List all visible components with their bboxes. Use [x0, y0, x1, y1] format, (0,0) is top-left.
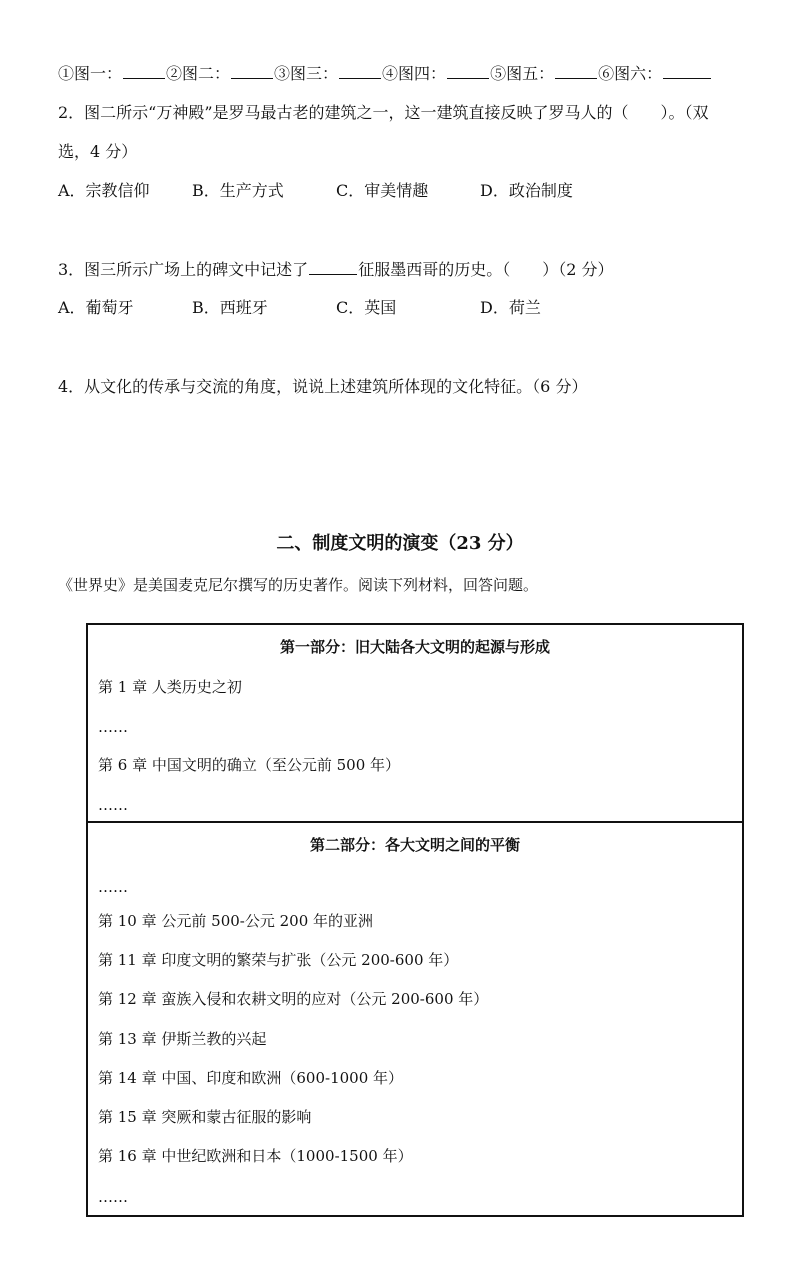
toc-part2-heading: 第二部分：各大文明之间的平衡 [309, 836, 520, 854]
toc-part1-box [86, 623, 744, 823]
q1-blank-2[interactable] [231, 64, 273, 79]
toc-part2-line: 第 14 章 中国、印度和欧洲（600-1000 年） [98, 1069, 404, 1087]
toc-part2-line: 第 12 章 蛮族入侵和农耕文明的应对（公元 200-600 年） [98, 990, 489, 1008]
q1-blank-5[interactable] [555, 64, 597, 79]
toc-part2-line: 第 11 章 印度文明的繁荣与扩张（公元 200-600 年） [98, 951, 459, 969]
q3-blank[interactable] [309, 260, 357, 275]
q1-blank-6[interactable] [663, 64, 711, 79]
q3-text-before: 3．图三所示广场上的碑文中记述了 [58, 260, 309, 279]
q4-question: 4．从文化的传承与交流的角度，说说上述建筑所体现的文化特征。（6 分） [58, 377, 588, 396]
q2-question-line2: 选，4 分） [58, 142, 138, 161]
q1-blank-3[interactable] [339, 64, 381, 79]
q3-option-b[interactable]: B．西班牙 [192, 298, 268, 317]
toc-part1-heading: 第一部分：旧大陆各大文明的起源与形成 [279, 638, 550, 656]
q3-option-d[interactable]: D．荷兰 [480, 298, 541, 317]
q3-text-after: 征服墨西哥的历史。（ ）（2 分） [358, 260, 614, 279]
section2-title: 二、制度文明的演变（23 分） [276, 533, 524, 554]
toc-part2-line: 第 15 章 突厥和蒙古征服的影响 [98, 1108, 312, 1126]
q2-option-c[interactable]: C．审美情趣 [336, 181, 429, 200]
toc-part2-line: 第 10 章 公元前 500-公元 200 年的亚洲 [98, 912, 374, 930]
toc-part2-line: …… [98, 878, 128, 896]
q1-label-6: ⑥图六： [598, 64, 663, 83]
toc-part2-line: …… [98, 1188, 128, 1206]
q1-label-1: ①图一： [58, 64, 123, 83]
q1-label-3: ③图三： [274, 64, 339, 83]
q3-option-a[interactable]: A．葡萄牙 [58, 298, 134, 317]
q2-question-line1: 2．图二所示“万神殿”是罗马最古老的建筑之一，这一建筑直接反映了罗马人的（ ）。（双 [58, 103, 709, 122]
toc-part2-line: 第 16 章 中世纪欧洲和日本（1000-1500 年） [98, 1147, 413, 1165]
q2-option-a[interactable]: A．宗教信仰 [58, 181, 150, 200]
q3-option-c[interactable]: C．英国 [336, 298, 397, 317]
toc-part1-line: 第 1 章 人类历史之初 [98, 678, 242, 696]
section2-intro: 《世界史》是美国麦克尼尔撰写的历史著作。阅读下列材料，回答问题。 [58, 576, 539, 594]
toc-part1-line: 第 6 章 中国文明的确立（至公元前 500 年） [98, 756, 401, 774]
toc-part2-line: 第 13 章 伊斯兰教的兴起 [98, 1030, 267, 1048]
q1-blank-4[interactable] [447, 64, 489, 79]
q2-option-b[interactable]: B．生产方式 [192, 181, 284, 200]
q2-option-d[interactable]: D．政治制度 [480, 181, 573, 200]
q1-label-5: ⑤图五： [490, 64, 555, 83]
q1-figure-blanks [58, 64, 712, 84]
toc-part1-line: …… [98, 718, 128, 736]
toc-part2-box [86, 821, 744, 1217]
q3-question [58, 260, 613, 280]
q1-label-2: ②图二： [166, 64, 231, 83]
q1-label-4: ④图四： [382, 64, 447, 83]
q1-blank-1[interactable] [123, 64, 165, 79]
toc-part1-line: …… [98, 796, 128, 814]
